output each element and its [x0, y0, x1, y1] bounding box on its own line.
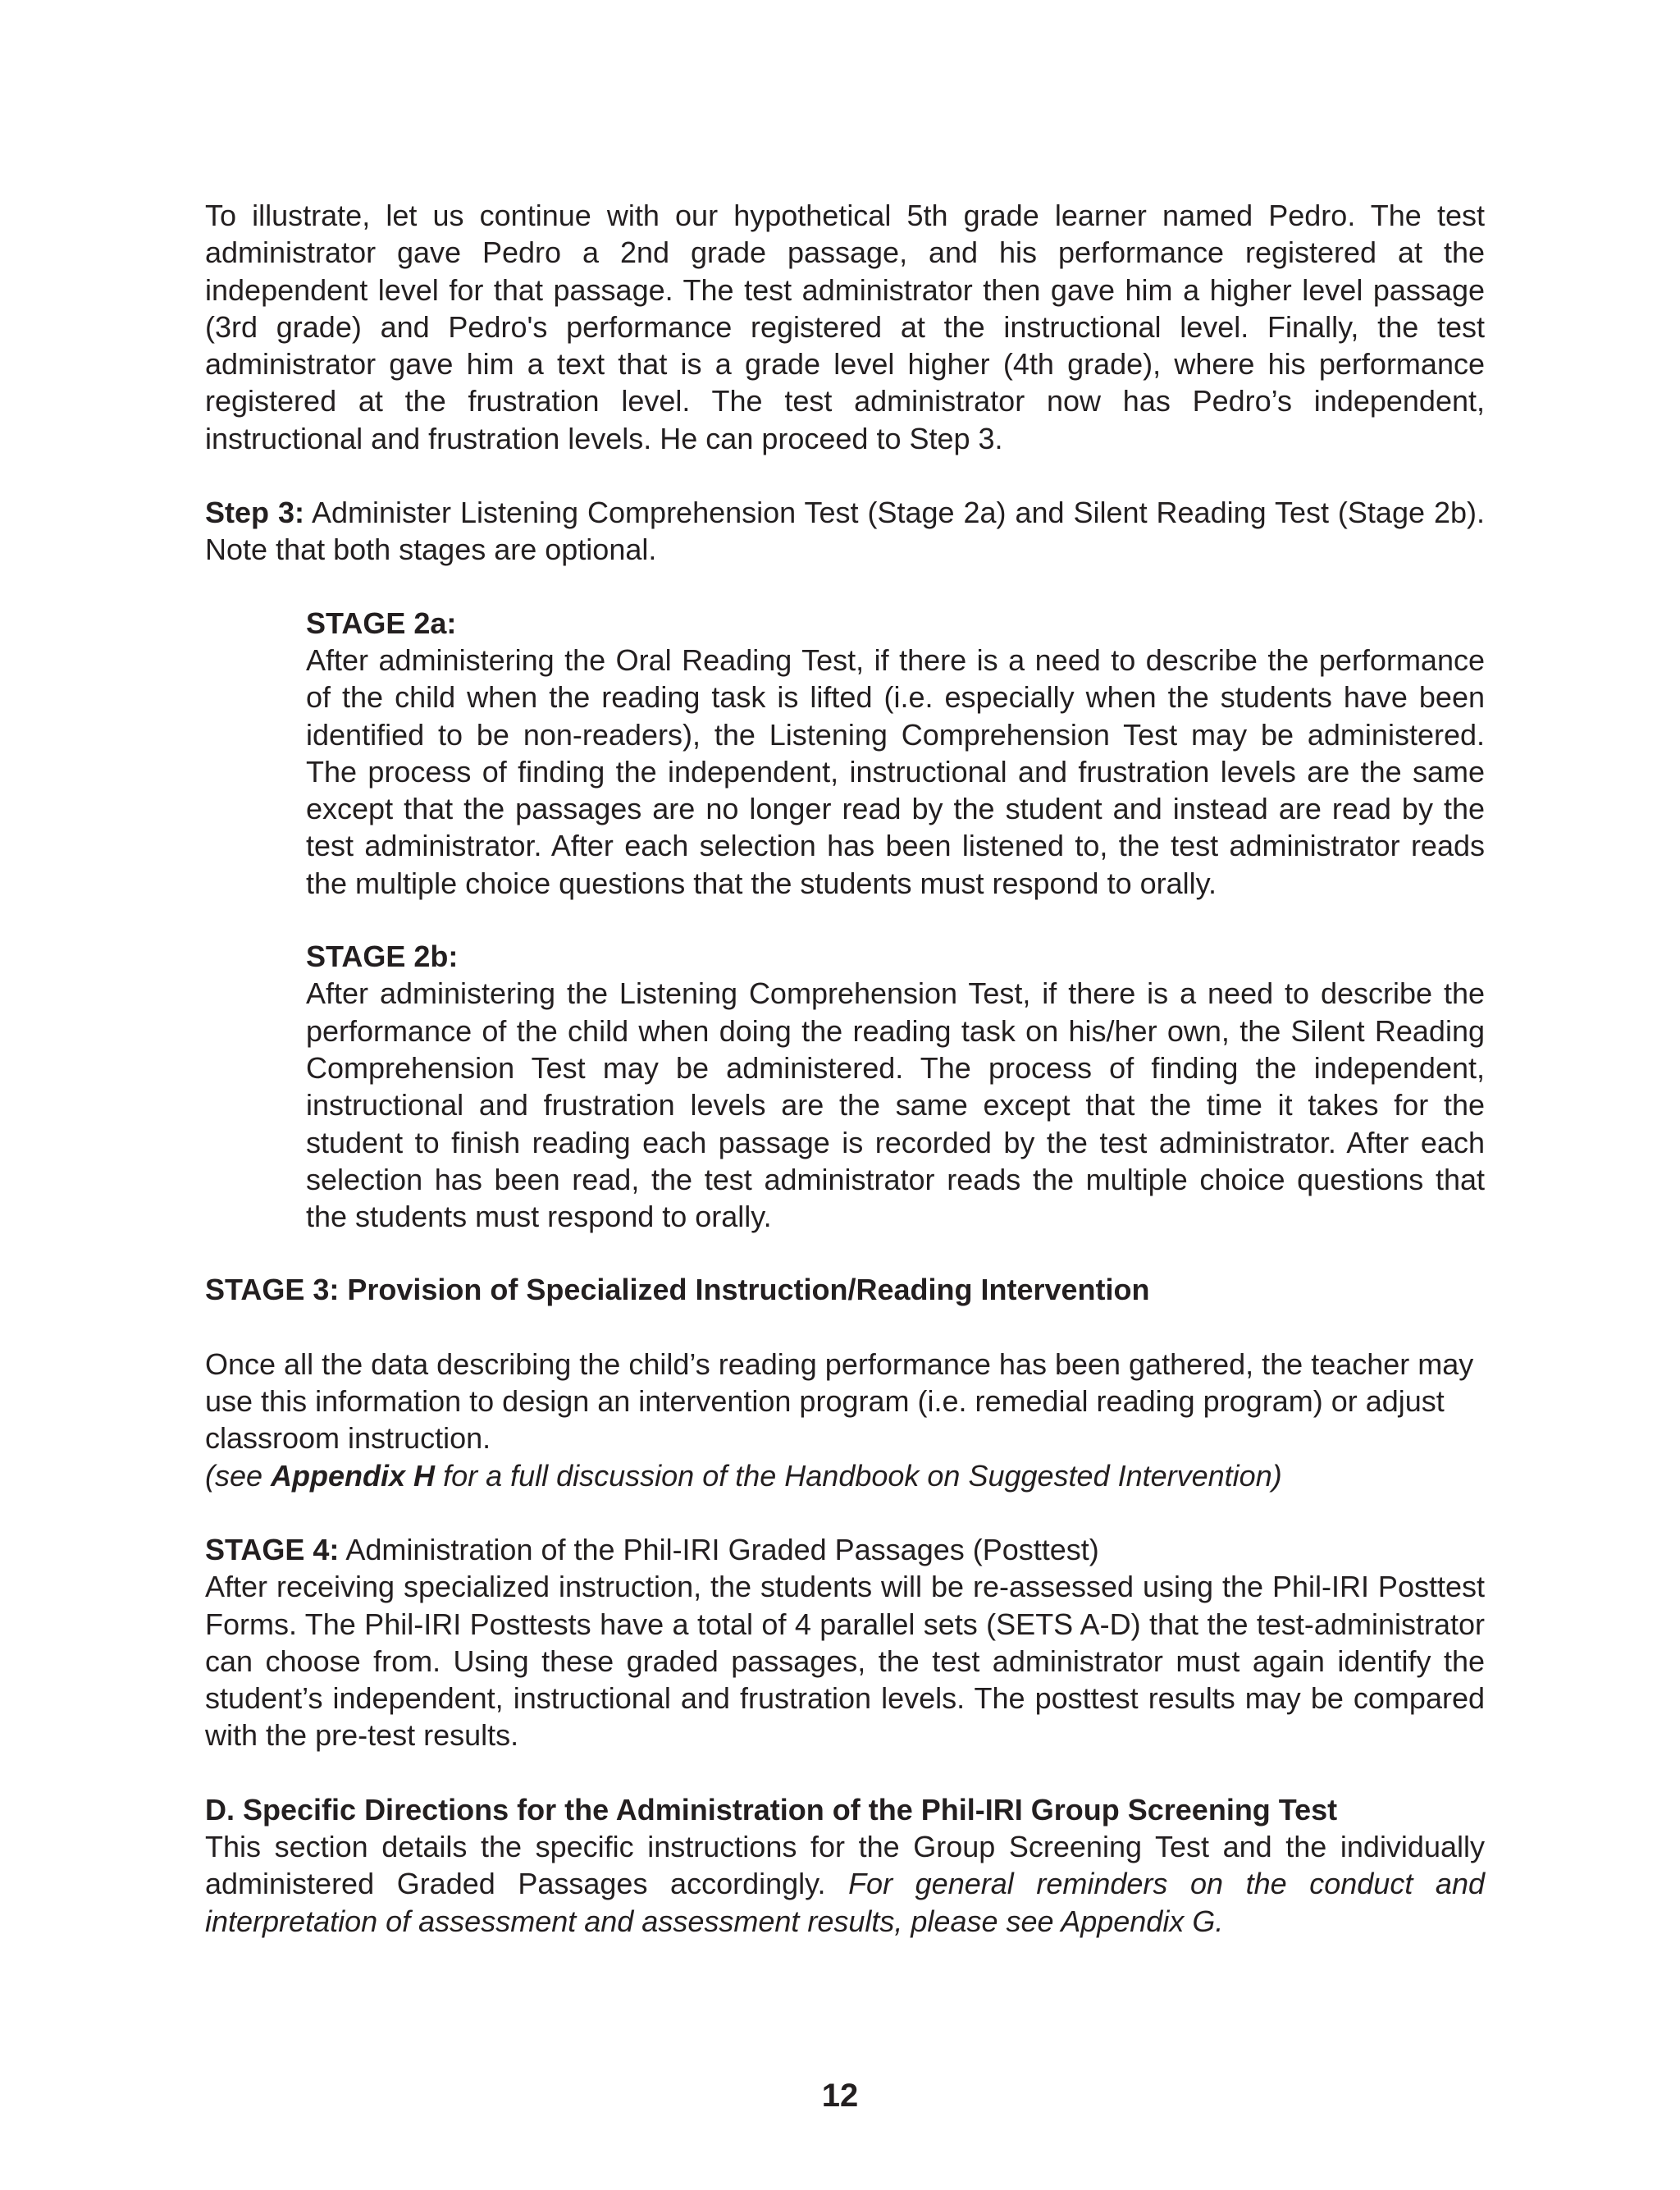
stage4-title [205, 1531, 1485, 1568]
stage3-note-prefix: (see [205, 1458, 272, 1493]
section-d-italic-text: For general reminders on the conduct and interpretation of assessment and assessment results, please see Appendix G. [205, 1867, 1485, 1938]
stage2a-heading: STAGE 2a: [306, 606, 457, 640]
appendix-h-reference: Appendix H [271, 1458, 436, 1493]
stage3-text: Once all the data describing the child’s reading performance has been gathered, the teacher may use this information to design an intervention program (i.e. remedial reading program) or adjust classroom instruction. [205, 1346, 1474, 1456]
section-d-text [205, 1828, 1485, 1940]
stage4-title-text: Administration of the Phil-IRI Graded Passages (Posttest) [339, 1532, 1099, 1566]
stage2a-text: After administering the Oral Reading Test, if there is a need to describe the performance of the child when the reading task is lifted (i.e. especially when the students have been identified to be non-readers), the Listening Comprehension Test may be administered. The process of finding the independent, instructional and frustration levels are the same except that the passages are no longer read by the student and instead are read by the test administrator. After each selection has been listened to, the test administrator reads the multiple choice questions that the students must respond to orally. [306, 642, 1485, 900]
stage2a-block [306, 605, 1485, 902]
step3-label: Step 3: [205, 496, 304, 530]
step3-paragraph [205, 494, 1485, 569]
stage3-heading: STAGE 3: Provision of Specialized Instruction/Reading Intervention [205, 1273, 1150, 1307]
stage2b-heading: STAGE 2b: [306, 940, 459, 974]
stage2b-block [306, 938, 1485, 1235]
page-number: 12 [821, 2078, 859, 2114]
section-d-plain-text: This section details the specific instructions for the Group Screening Test and the individually administered Graded Passages accordingly. [205, 1829, 1485, 1901]
stage2b-text: After administering the Listening Comprehension Test, if there is a need to describe the performance of the child when doing the reading task on his/her own, the Silent Reading Comprehension Test may be administered. The process of finding the independent, instructional and frustration levels are the same except that the time it takes for the student to finish reading each passage is recorded by the test administrator. After each selection has been read, the test administrator reads the multiple choice questions that the students must respond to orally. [306, 976, 1485, 1234]
intro-paragraph: To illustrate, let us continue with our hypothetical 5th grade learner named Pedro. The test administrator gave Pedro a 2nd grade passage, and his performance registered at the independent level for that passage. The test administrator then gave him a higher level passage (3rd grade) and Pedro's performance registered at the instructional level. Finally, the test administrator gave him a text that is a grade level higher (4th grade), where his performance registered at the frustration level. The test administrator now has Pedro’s independent, instructional and frustration levels. He can proceed to Step 3. [205, 199, 1485, 455]
section-d-heading: D. Specific Directions for the Administration of the Phil-IRI Group Screening Test [205, 1792, 1338, 1827]
step3-text: Administer Listening Comprehension Test (Stage 2a) and Silent Reading Test (Stage 2b). Note that both stages are optional. [205, 496, 1485, 567]
stage4-label: STAGE 4: [205, 1532, 340, 1566]
stage4-text: After receiving specialized instruction, the students will be re-assessed using the Phil-IRI Posttest Forms. The Phil-IRI Posttests have a total of 4 parallel sets (SETS A-D) that the test-administrator can choose from. Using these graded passages, the test administrator must again identify the student’s independent, instructional and frustration levels. The posttest results may be compared with the pre-test results. [205, 1570, 1485, 1753]
stage3-note-suffix: for a full discussion of the Handbook on Suggested Intervention) [435, 1458, 1282, 1493]
page-content [205, 197, 1485, 1940]
stage3-note [205, 1457, 1485, 1494]
